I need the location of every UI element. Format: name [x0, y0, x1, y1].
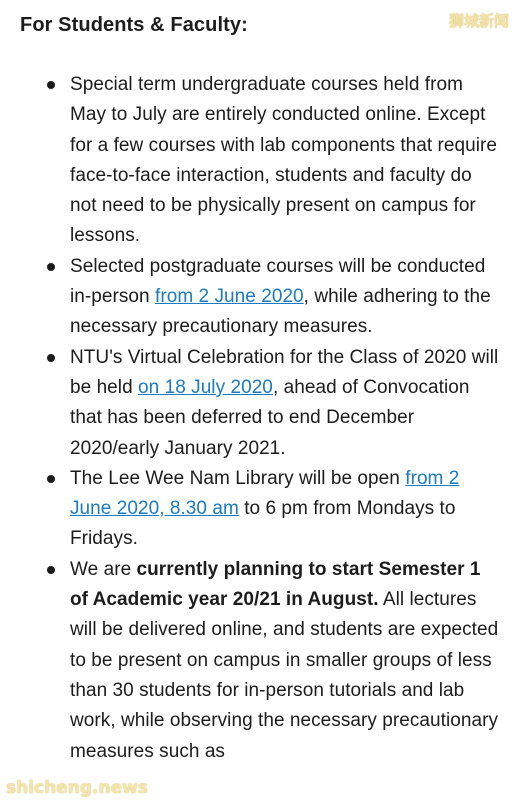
bullet-icon: [47, 81, 55, 89]
bullet-icon: [47, 566, 55, 574]
list-item: [0, 70, 521, 252]
bullet-text-post: , while adhering to the necessary precautionary measures.: [70, 286, 491, 338]
section-heading: For Students & Faculty:: [20, 14, 248, 36]
list-item: [0, 252, 521, 343]
list-item: [0, 343, 521, 464]
list-item: [0, 464, 521, 555]
bullet-text-pre: The Lee Wee Nam Library will be open: [70, 467, 406, 489]
bullet-text-pre: NTU's Virtual Celebration for the Class of 2020 will be held: [70, 346, 499, 398]
bullet-list: [0, 70, 521, 767]
bullet-text-post: , ahead of Convocation that has been deferred to end December 2020/early January 2021.: [70, 376, 470, 459]
bullet-icon: [47, 475, 55, 483]
bullet-text-pre: Selected postgraduate courses will be conducted in-person: [70, 255, 486, 308]
date-link-celebration[interactable]: on 18 July 2020: [138, 376, 273, 398]
watermark-bottom: shicheng.news: [6, 778, 148, 798]
watermark-top: 狮城新闻: [448, 12, 509, 30]
bullet-icon: [47, 354, 55, 362]
date-link-library[interactable]: from 2 June 2020, 8.30 am: [70, 467, 460, 520]
bullet-text-pre: We are: [70, 558, 137, 580]
bullet-text: Special term undergraduate courses held from May to July are entirely conducted online. Except for a few courses with lab components that require face-to-face interaction, students and faculty do not need to be physically present on campus for lessons.: [70, 74, 498, 247]
list-item: [0, 555, 521, 767]
bullet-text-bold: currently planning to start Semester 1 of Academic year 20/21 in August.: [70, 558, 481, 611]
bullet-text-post: to 6 pm from Mondays to Fridays.: [70, 498, 456, 550]
bullet-text-post: All lectures will be delivered online, and students are expected to be present on campus in smaller groups of less than 30 students for in-person tutorials and lab work, while observing the necessary precautionary measures such as: [70, 589, 499, 762]
bullet-icon: [47, 263, 55, 271]
date-link-postgrad[interactable]: from 2 June 2020: [155, 286, 304, 308]
